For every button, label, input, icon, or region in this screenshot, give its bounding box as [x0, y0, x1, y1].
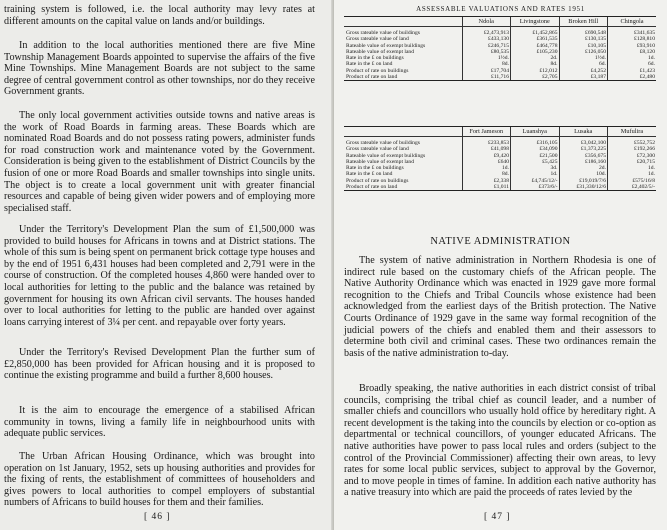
column-header: Fort Jameson	[462, 127, 511, 137]
table-cell: £8,120	[608, 49, 657, 55]
column-header: Luanshya	[511, 127, 560, 137]
row-label: Gross rateable value of buildings	[346, 140, 420, 146]
table-corner	[344, 17, 462, 27]
table-cell: £105,230	[511, 49, 560, 55]
table-cell: £341,635	[608, 27, 657, 37]
table-cell: £4,745/12/-	[511, 178, 560, 184]
paragraph-rating-system: training system is followed, i.e. the local authority may levy rates at different amounts on the capital value on lands and/or buildings.	[4, 4, 315, 27]
page-number-right: [ 47 ]	[484, 512, 511, 522]
table-cell: £11,716	[462, 74, 511, 81]
table-cell: £3,187	[559, 74, 608, 81]
paragraph-tribal-councils: Broadly speaking, the native authorities in each district consist of tribal councils, comprising the tribal chief as council leader, and a number of smaller chiefs and councillors who usually hold office by hereditary right. A recent development is the taking into the councils by election or co-option as departmental or technical councillors, of younger educated Africans. The native authorities have power to pass local rules and orders (subject to the control of the Provincial Commissioner) affecting their own areas, to levy rates for some local public services, subject to approval by the Governor, and to move people in times of famine. In addition each native authority has a native treasury into which are paid the proceeds of rates levied by the	[344, 383, 656, 499]
column-header: Chingola	[608, 17, 657, 27]
table-cell: 2d.	[511, 55, 560, 61]
row-label: Product of rate on land	[344, 184, 462, 191]
table-cell: £21,500	[511, 153, 560, 159]
row-label: Rateable value of exempt land	[346, 48, 415, 55]
table-row	[344, 27, 656, 37]
valuations-table-2	[344, 126, 656, 191]
table-cell: £19,019/7/6	[559, 178, 608, 184]
table-cell: £464,778	[511, 43, 560, 49]
table-cell: £552,752	[608, 137, 657, 147]
table-cell: 8d.	[462, 171, 511, 177]
table-cell: £1,423	[608, 68, 657, 74]
paragraph-revised-plan: Under the Territory's Revised Development Plan the further sum of £2,850,000 has been provided for African housing and it is proposed to continue the existing programme and build a further 8,600 houses.	[4, 347, 315, 382]
paragraph-stabilised-community: It is the aim to encourage the emergence of a stabilised African community in towns, living a family life in neighbourhood units with adequate public services.	[4, 405, 315, 440]
paragraph-mine-townships: In addition to the local authorities mentioned there are five Mine Township Management Boards appointed to supervise the affairs of the five Mine Townships. Mine Management Boards are not subject to the same degree of central government control as other townships, nor do they receive Government grants.	[4, 40, 315, 98]
table-title: ASSESSABLE VALUATIONS AND RATES 1951	[416, 5, 585, 13]
table-cell: 1½d.	[462, 55, 511, 61]
table-cell: £246,715	[462, 43, 511, 49]
column-header: Broken Hill	[559, 17, 608, 27]
row-label: Rate in the £ on land	[346, 61, 393, 68]
table-cell: 1d.	[608, 171, 657, 177]
table-cell: £361,535	[511, 36, 560, 42]
table-cell: £1,373,225	[559, 146, 608, 152]
table-cell: £20,715	[608, 159, 657, 165]
table-cell: 1d.	[511, 171, 560, 177]
table-cell: 8d.	[511, 61, 560, 67]
table-cell: £2,480	[608, 74, 657, 81]
row-label: Rateable value of exempt buildings	[346, 42, 426, 49]
table-cell: £316,105	[511, 137, 560, 147]
row-label: Product of rate on buildings	[346, 177, 409, 184]
row-label: Rate in the £ on land	[346, 171, 393, 178]
column-header: Mufulira	[608, 127, 657, 137]
paragraph-indirect-rule: The system of native administration in Northern Rhodesia is one of indirect rule based on the customary chiefs of the African people. The Native Authority Ordinance which was enacted in 1929 gave more formal recognition to the Chiefs and Tribal Councils whose existence had been acknowledged from the earliest days of the British protection. The Native Courts Ordinance of 1929 gave in the same way formal recognition of the judicial powers of the chiefs and enabled them and their assessors to determine both civil and criminal cases. These two ordinances remain the basis of the native administration to-day.	[344, 255, 656, 359]
table-cell: £126,050	[559, 49, 608, 55]
row-label: Product of rate on buildings	[346, 67, 409, 74]
table-corner	[344, 127, 462, 137]
table-cell: 3d.	[511, 165, 560, 171]
table-cell: £356,675	[559, 153, 608, 159]
row-label: Gross rateable value of land	[346, 36, 409, 43]
table-cell: £4,252	[559, 68, 608, 74]
table-cell: £233,853	[462, 137, 511, 147]
table-cell: £3,042,100	[559, 137, 608, 147]
page-number-left: [ 46 ]	[144, 512, 171, 522]
valuations-table-1	[344, 16, 656, 81]
table-cell: 1d.	[608, 165, 657, 171]
row-label: Rateable value of exempt land	[346, 158, 415, 165]
table-cell: £41,098	[462, 146, 511, 152]
table-row	[344, 184, 656, 191]
table-cell: £31,330/12/6	[559, 184, 608, 191]
section-heading: NATIVE ADMINISTRATION	[430, 236, 571, 247]
table-cell: £640	[462, 159, 511, 165]
row-label: Rate in the £ on buildings	[346, 55, 404, 62]
table-cell: £433,130	[462, 36, 511, 42]
table-cell: £5,425	[511, 159, 560, 165]
table-cell: £9,420	[462, 153, 511, 159]
column-header: Livingstone	[511, 17, 560, 27]
table-cell: £128,810	[608, 36, 657, 42]
table-cell: 8d.	[462, 61, 511, 67]
table-cell: £2,473,913	[462, 27, 511, 37]
table-cell: £34,090	[511, 146, 560, 152]
table-cell: 1d.	[608, 55, 657, 61]
table-cell: £192,266	[608, 146, 657, 152]
table-cell: 6d.	[608, 61, 657, 67]
paragraph-road-boards: The only local government activities outside towns and native areas is the work of Road Boards in farming areas. These Boards which are nominated Road Boards and do not possess rating powers, administer funds for road construction work and maintenance voted by the Government. Consideration is being given to the establishment of District Councils by the fusion of one or more Road Boards and smaller townships into single units. The object is to create a local government unit with greater financial resources and capable of being given wider powers and of employing more specialised staff.	[4, 110, 315, 214]
table-cell: £12,012	[511, 68, 560, 74]
table-cell: £373/6/-	[511, 184, 560, 191]
column-header: Lusaka	[559, 127, 608, 137]
row-label: Rate in the £ on buildings	[346, 165, 404, 172]
table-cell: £1,011	[462, 184, 511, 191]
table-cell: 6d.	[559, 61, 608, 67]
table-cell: £186,160	[559, 159, 608, 165]
table-cell: £130,135	[559, 36, 608, 42]
table-cell: £17,704	[462, 68, 511, 74]
row-label: Gross rateable value of land	[346, 146, 409, 153]
table-cell: £2,338	[462, 178, 511, 184]
table-row	[344, 137, 656, 147]
table-cell: 1d.	[462, 165, 511, 171]
table-cell: £690,548	[559, 27, 608, 37]
table-cell: £93,910	[608, 43, 657, 49]
right-page	[334, 0, 667, 530]
table-cell: 1½d.	[559, 55, 608, 61]
table-cell: £80,535	[462, 49, 511, 55]
table-cell: £2,705	[511, 74, 560, 81]
paragraph-development-plan: Under the Territory's Development Plan the sum of £1,500,000 was provided to build houses for Africans in towns and at District stations. The whole of this sum is being spent on permanent brick cottage type houses and by the end of 1951 6,431 houses had been completed and 2,791 were in the course of construction. Of the completed houses 4,860 were handed over to local authorities for letting to the public and the balance was retained by government for housing its own African civil servants. The houses handed over to local authorities for letting to the public are handed over against loans carrying interest of 3¼ per cent. and repayable over forty years.	[4, 224, 315, 328]
table-cell: £10,105	[559, 43, 608, 49]
paragraph-housing-ordinance: The Urban African Housing Ordinance, which was brought into operation on 1st January, 1952, sets up housing authorities and provides for the fixing of rents, the establishment of committees of householders and gives powers to local authorities to compel employers of substantial numbers of Africans to build houses for them and their families.	[4, 451, 315, 509]
table-row	[344, 74, 656, 81]
row-label: Product of rate on land	[344, 74, 462, 81]
column-header: Ndola	[462, 17, 511, 27]
table-cell: 2d.	[559, 165, 608, 171]
row-label: Gross rateable value of buildings	[346, 30, 420, 36]
table-cell: £1,452,865	[511, 27, 560, 37]
table-cell: £72,300	[608, 153, 657, 159]
table-cell: 10d.	[559, 171, 608, 177]
table-cell: £2,402/5/-	[608, 184, 657, 191]
row-label: Rateable value of exempt buildings	[346, 152, 426, 159]
table-cell: £575/16/8	[608, 178, 657, 184]
